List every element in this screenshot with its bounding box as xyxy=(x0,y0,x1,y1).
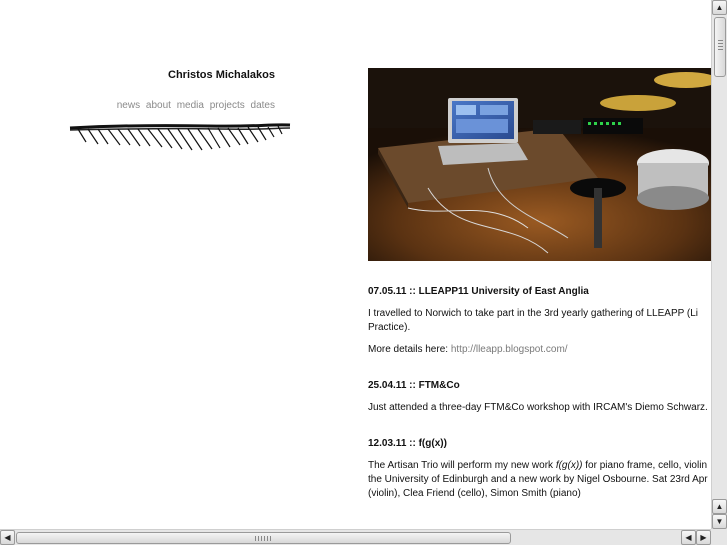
nav-about[interactable]: about xyxy=(145,100,171,111)
post-fgx xyxy=(368,437,711,501)
nav-news[interactable]: news xyxy=(116,100,141,111)
horizontal-scroll-thumb[interactable] xyxy=(16,532,511,544)
scroll-left-button[interactable]: ◀ xyxy=(681,530,696,545)
scroll-left-button[interactable]: ◀ xyxy=(0,530,15,545)
vertical-scroll-thumb[interactable] xyxy=(714,17,726,77)
hero-photo xyxy=(368,68,711,261)
post-text: Just attended a three-day FTM&Co workshop with IRCAM's Diemo Schwarz. xyxy=(368,402,708,413)
scroll-down-button[interactable]: ▲ xyxy=(712,499,727,514)
nav-dates[interactable]: dates xyxy=(250,100,275,111)
scroll-up-button[interactable]: ▲ xyxy=(712,0,727,15)
post-lleapp xyxy=(368,285,711,357)
post-text xyxy=(368,459,711,473)
link-prefix: More details here: xyxy=(368,344,451,355)
scroll-down-button[interactable]: ▼ xyxy=(712,514,727,529)
post-title[interactable]: 07.05.11 :: LLEAPP11 University of East Anglia xyxy=(368,286,589,297)
horizontal-scrollbar[interactable] xyxy=(0,529,711,545)
vertical-scrollbar[interactable] xyxy=(711,0,727,529)
main-nav xyxy=(117,100,275,111)
nav-projects[interactable]: projects xyxy=(209,100,245,111)
post-ftm xyxy=(368,379,711,415)
post-title[interactable]: 25.04.11 :: FTM&Co xyxy=(368,380,460,391)
site-title[interactable]: Christos Michalakos xyxy=(168,69,275,81)
post-text-b: for piano frame, cello, violin xyxy=(582,460,708,471)
sketch-logo-icon xyxy=(68,120,292,154)
post-text xyxy=(368,343,711,357)
scroll-corner xyxy=(711,529,727,545)
news-content xyxy=(368,285,711,523)
scroll-right-button[interactable]: ▶ xyxy=(696,530,711,545)
post-text: the University of Edinburgh and a new work by Nigel Osbourne. Sat 23rd Apr xyxy=(368,474,708,485)
post-text: I travelled to Norwich to take part in the 3rd yearly gathering of LLEAPP (Li xyxy=(368,308,698,319)
post-text-a: The Artisan Trio will perform my new work xyxy=(368,460,556,471)
post-text: Practice). xyxy=(368,322,411,333)
lleapp-link[interactable]: http://lleapp.blogspot.com/ xyxy=(450,344,568,355)
studio-photo-icon xyxy=(368,68,711,261)
post-text: (violin), Clea Friend (cello), Simon Smith (piano) xyxy=(368,488,581,499)
nav-media[interactable]: media xyxy=(176,100,204,111)
work-title: f(g(x)) xyxy=(555,460,583,471)
post-title[interactable]: 12.03.11 :: f(g(x)) xyxy=(368,438,447,449)
